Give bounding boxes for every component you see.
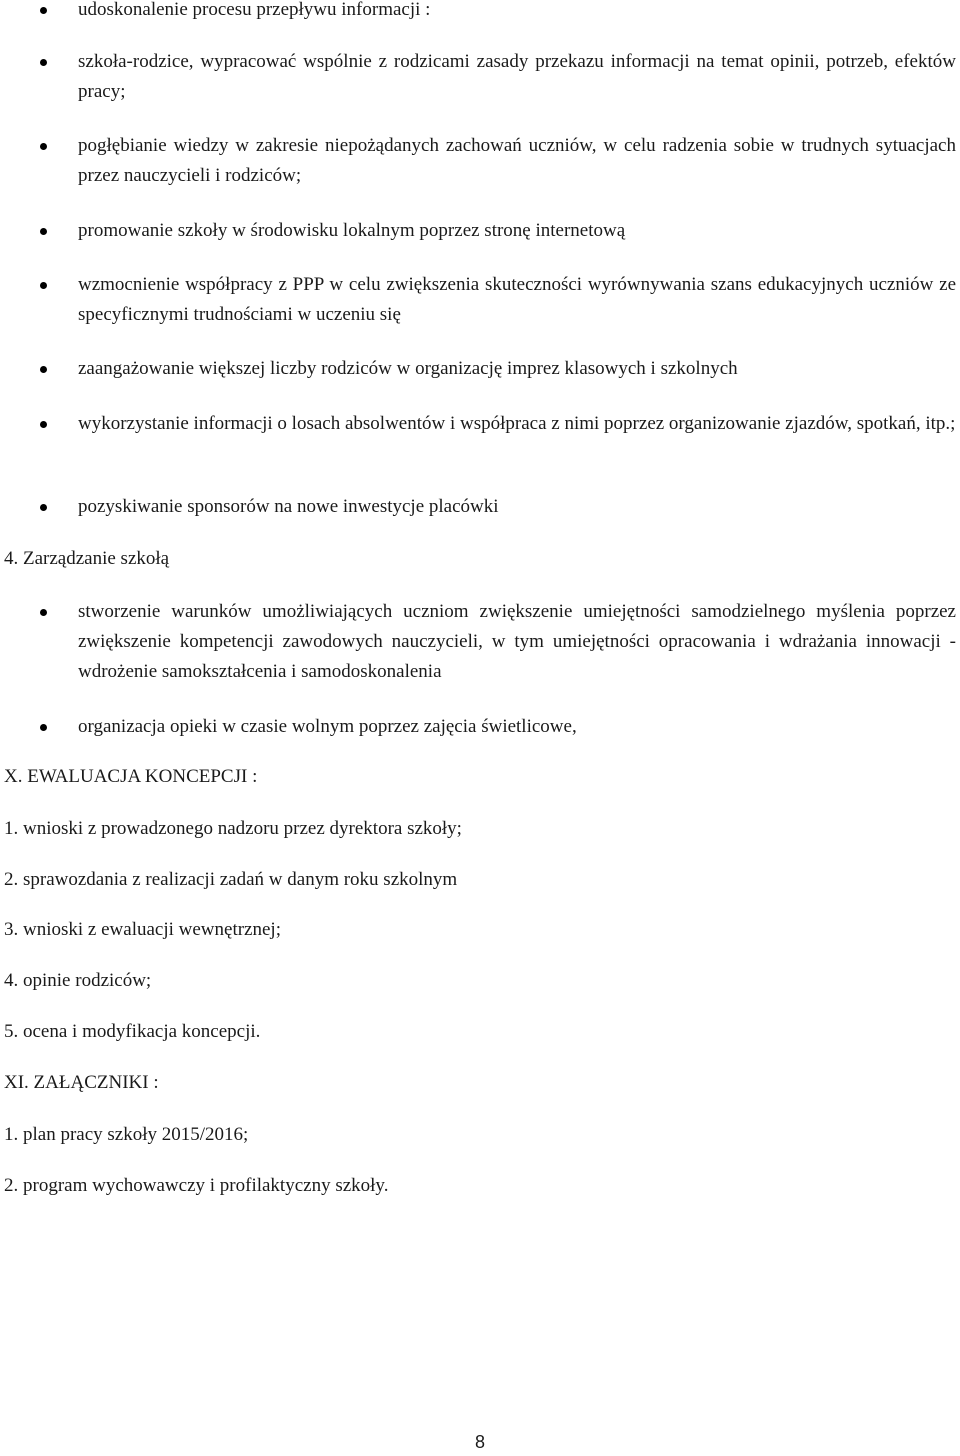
bullet-icon — [40, 282, 47, 289]
bullet-icon — [40, 504, 47, 511]
list-item: 3. wnioski z ewaluacji wewnętrznej; — [4, 919, 281, 940]
list-item: 4. opinie rodziców; — [4, 970, 152, 991]
list-item: zaangażowanie większej liczby rodziców w organizację imprez klasowych i szkolnych — [78, 358, 738, 379]
bullet-icon — [40, 366, 47, 373]
section-heading: X. EWALUACJA KONCEPCJI : — [4, 766, 258, 787]
bullet-icon — [40, 7, 47, 14]
page-number: 8 — [474, 1432, 485, 1452]
list-item: udoskonalenie procesu przepływu informacji : — [78, 0, 431, 20]
bullet-icon — [40, 59, 47, 66]
list-item: wzmocnienie współpracy z PPP w celu zwiększenia skuteczności wyrównywania szans edukacyjnych uczniów ze specyficznymi trudnościami w uczeniu się — [78, 274, 956, 325]
bullet-icon — [40, 421, 47, 428]
list-item: 1. wnioski z prowadzonego nadzoru przez dyrektora szkoły; — [4, 818, 462, 839]
section-heading: XI. ZAŁĄCZNIKI : — [4, 1072, 159, 1093]
bullet-icon — [40, 143, 47, 150]
bullet-icon — [40, 724, 47, 731]
list-item: 1. plan pracy szkoły 2015/2016; — [4, 1124, 249, 1145]
list-item: szkoła-rodzice, wypracować wspólnie z rodzicami zasady przekazu informacji na temat opinii, potrzeb, efektów pracy; — [78, 51, 956, 102]
list-item: 2. sprawozdania z realizacji zadań w danym roku szkolnym — [4, 869, 458, 890]
list-item: organizacja opieki w czasie wolnym poprzez zajęcia świetlicowe, — [78, 716, 577, 737]
bullet-icon — [40, 609, 47, 616]
list-item: 5. ocena i modyfikacja koncepcji. — [4, 1021, 261, 1042]
list-item: wykorzystanie informacji o losach absolwentów i współpraca z nimi poprzez organizowanie zjazdów, spotkań, itp.; — [78, 413, 956, 434]
list-item: pozyskiwanie sponsorów na nowe inwestycje placówki — [78, 496, 499, 517]
section-heading: 4. Zarządzanie szkołą — [4, 548, 170, 569]
bullet-icon — [40, 228, 47, 235]
list-item: 2. program wychowawczy i profilaktyczny szkoły. — [4, 1175, 389, 1196]
list-item: pogłębianie wiedzy w zakresie niepożądanych zachowań uczniów, w celu radzenia sobie w trudnych sytuacjach przez nauczycieli i rodziców; — [78, 135, 956, 186]
list-item: stworzenie warunków umożliwiających uczniom zwiększenie umiejętności samodzielnego myślenia poprzez zwiększenie kompetencji zawodowych nauczycieli, w tym umiejętności opracowania i wdrażania innowacji - wdrożenie samokształcenia i samodoskonalenia — [78, 601, 956, 682]
list-item: promowanie szkoły w środowisku lokalnym poprzez stronę internetową — [78, 220, 626, 241]
